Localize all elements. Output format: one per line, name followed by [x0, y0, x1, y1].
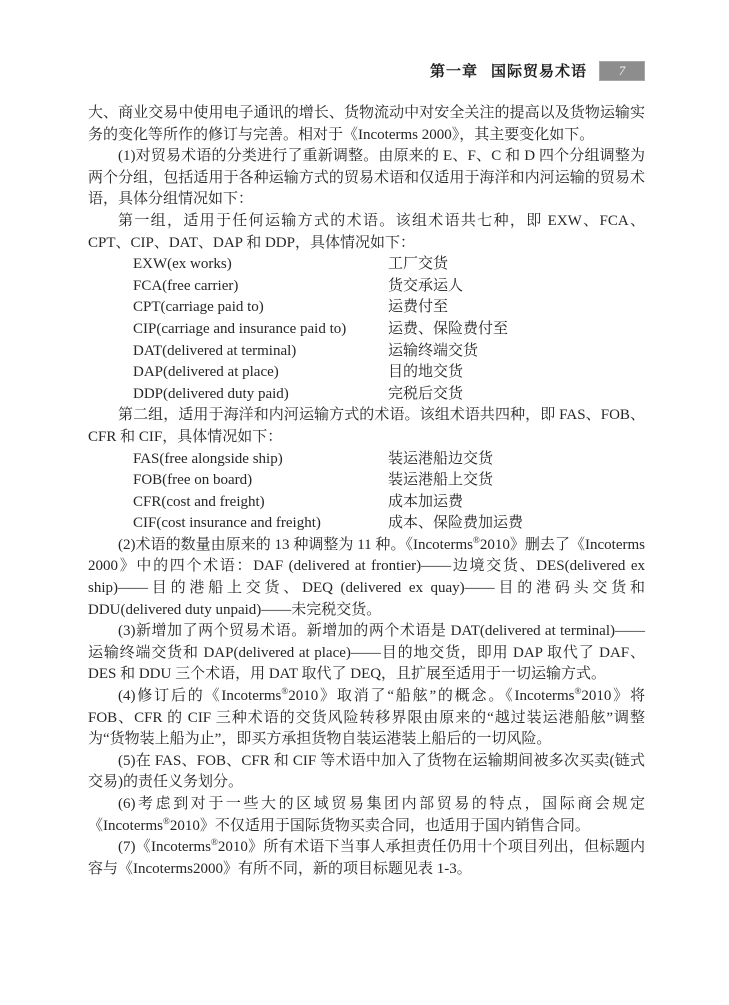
term-cn: 目的地交货 [388, 364, 464, 381]
page-body [88, 103, 645, 880]
term-en: CFR(cost and freight) [133, 493, 265, 510]
page-header [88, 60, 645, 81]
term-en: CPT(carriage paid to) [133, 299, 264, 316]
term-row [88, 362, 645, 384]
term-list-group1 [88, 254, 645, 405]
term-list-group2 [88, 449, 645, 535]
term-cn: 装运港船边交货 [388, 450, 494, 467]
term-row [88, 297, 645, 319]
term-cn: 运费、保险费付至 [388, 320, 509, 337]
term-cn: 运输终端交货 [388, 342, 479, 359]
paragraph-item-4: (4)修订后的《Incoterms®2010》取消了“船舷”的概念。《Incoterms®2010》将 FOB、CFR 的 CIF 三种术语的交货风险转移界限由原来的“越过装运港船舷”调整为“货物装上船为止”，即买方承担货物自装运港装上船后的一切风险。 [88, 686, 645, 748]
term-en: FCA(free carrier) [133, 277, 239, 294]
term-row [88, 254, 645, 276]
paragraph-intro: 大、商业交易中使用电子通讯的增长、货物流动中对安全关注的提高以及货物运输实务的变化等所作的修订与完善。相对于《Incoterms 2000》，其主要变化如下。 [88, 105, 645, 143]
term-cn: 装运港船上交货 [388, 472, 494, 489]
term-row [88, 513, 645, 535]
term-row [88, 470, 645, 492]
term-row [88, 341, 645, 363]
paragraph-group1-intro: 第一组，适用于任何运输方式的术语。该组术语共七种，即 EXW、FCA、CPT、CIP、DAT、DAP 和 DDP，具体情况如下： [88, 212, 645, 251]
term-row [88, 384, 645, 406]
paragraph-group2-intro: 第二组，适用于海洋和内河运输方式的术语。该组术语共四种，即 FAS、FOB、CFR 和 CIF，具体情况如下： [88, 407, 645, 445]
term-row [88, 449, 645, 471]
term-en: FOB(free on board) [133, 472, 253, 489]
term-en: DAT(delivered at terminal) [133, 342, 297, 359]
term-en: CIP(carriage and insurance paid to) [133, 320, 347, 337]
paragraph-item-1: (1)对贸易术语的分类进行了重新调整。由原来的 E、F、C 和 D 四个分组调整为两个分组，包括适用于各种运输方式的贸易术语和仅适用于海洋和内河运输的贸易术语，具体分组情况如下： [88, 148, 645, 208]
term-cn: 运费付至 [388, 299, 449, 316]
term-en: DAP(delivered at place) [133, 364, 279, 381]
term-cn: 工厂交货 [388, 256, 449, 273]
term-en: EXW(ex works) [133, 256, 232, 273]
term-en: DDP(delivered duty paid) [133, 385, 289, 402]
term-en: FAS(free alongside ship) [133, 450, 283, 467]
chapter-label: 第一章 [429, 63, 478, 80]
term-cn: 成本加运费 [388, 493, 464, 510]
paragraph-item-2: (2)术语的数量由原来的 13 种调整为 11 种。《Incoterms®2010》删去了《Incoterms 2000》中的四个术语：DAF (delivered at frontier)——边境交货、DES(delivered ex ship)——目的港船上交货、DEQ (delivered ex quay)——目的港码头交货和 DDU(delivered duty unpaid)——未完税交货。 [88, 534, 645, 618]
term-row [88, 276, 645, 298]
term-row [88, 319, 645, 341]
paragraph-item-6: (6)考虑到对于一些大的区域贸易集团内部贸易的特点，国际商会规定《Incoterms®2010》不仅适用于国际货物买卖合同，也适用于国内销售合同。 [88, 796, 645, 834]
paragraph-item-3: (3)新增加了两个贸易术语。新增加的两个术语是 DAT(delivered at terminal)——运输终端交货和 DAP(delivered at place)——目的地交货，即用 DAP 取代了 DAF、DES 和 DDU 三个术语，用 DAT 取代了 DEQ，且扩展至适用于一切运输方式。 [88, 623, 645, 683]
term-cn: 完税后交货 [388, 385, 464, 402]
term-cn: 成本、保险费加运费 [388, 515, 524, 532]
paragraph-item-5: (5)在 FAS、FOB、CFR 和 CIF 等术语中加入了货物在运输期间被多次买卖(链式交易)的责任义务划分。 [88, 752, 645, 791]
chapter-title: 国际贸易术语 [490, 63, 587, 80]
term-row [88, 492, 645, 514]
term-en: CIF(cost insurance and freight) [133, 515, 321, 532]
page-number-badge: 7 [599, 61, 645, 81]
paragraph-item-7: (7)《Incoterms®2010》所有术语下当事人承担责任仍用十个项目列出，但标题内容与《Incoterms2000》有所不同，新的项目标题见表 1-3。 [88, 837, 646, 877]
term-cn: 货交承运人 [388, 277, 464, 294]
